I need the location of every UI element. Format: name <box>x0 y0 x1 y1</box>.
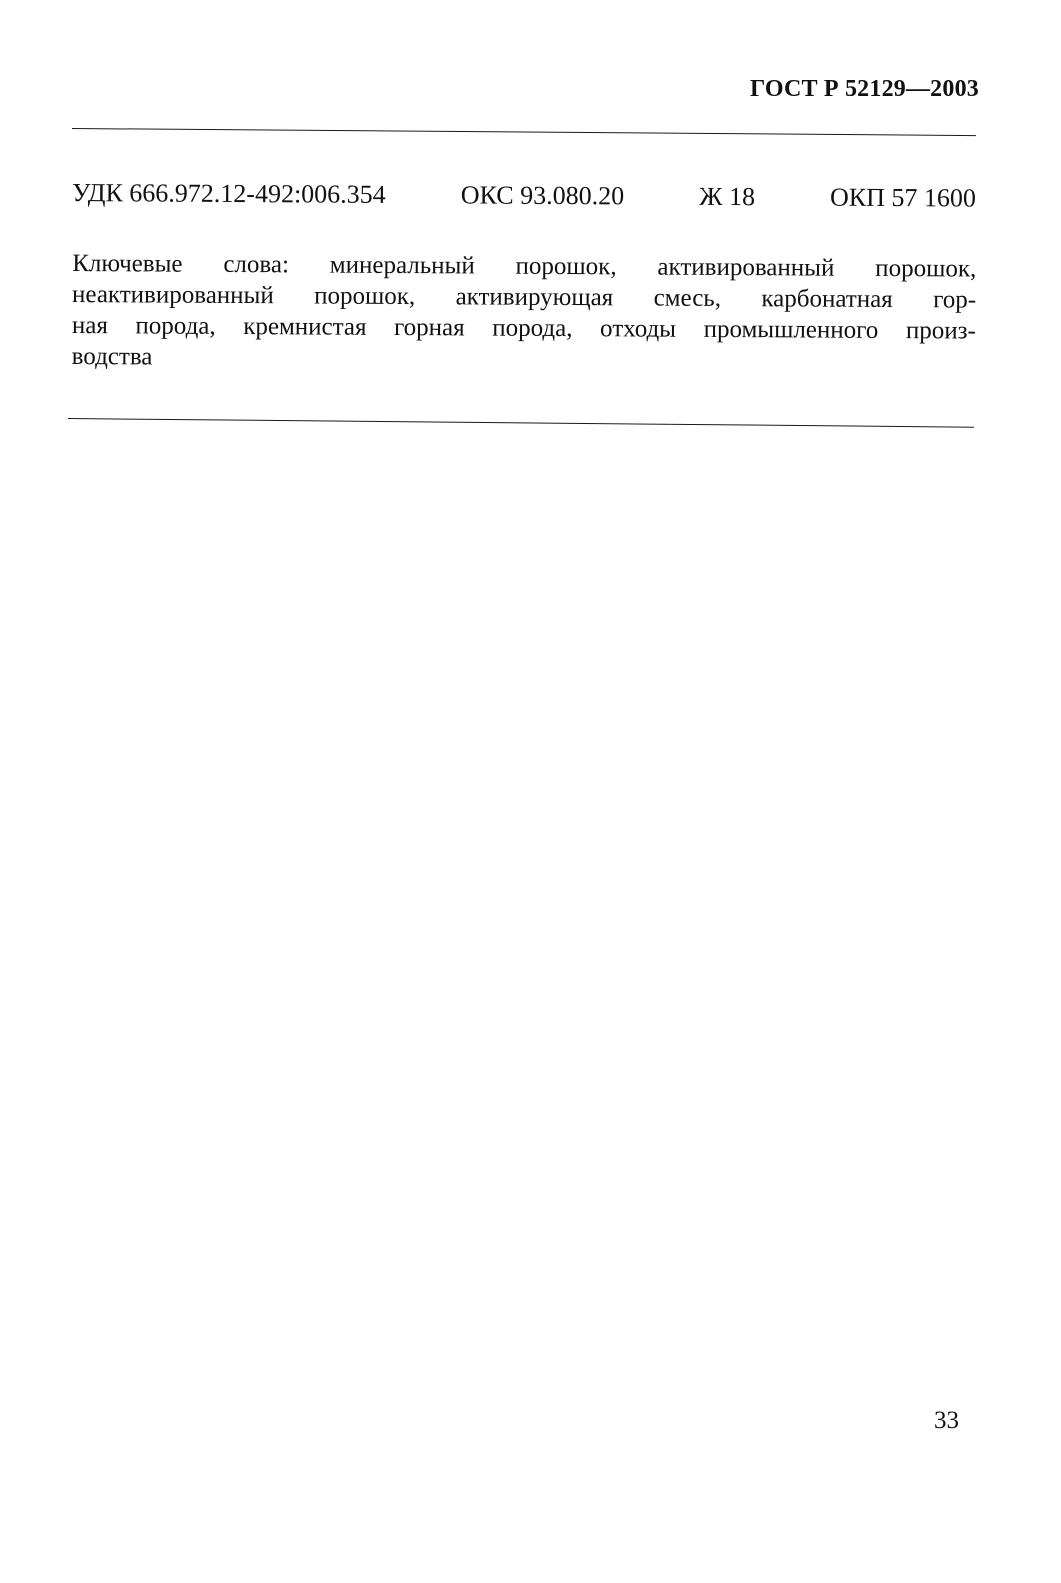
oks-code: ОКС 93.080.20 <box>460 180 625 211</box>
okp-code: ОКП 57 1600 <box>829 182 977 213</box>
udk-code: УДК 666.972.12-492:006.354 <box>71 178 386 209</box>
classifier-codes <box>72 178 976 214</box>
bottom-divider <box>68 418 974 428</box>
standard-code: ГОСТ Р 52129—2003 <box>749 76 979 102</box>
keywords-line: водства <box>71 342 153 371</box>
zh-code: Ж 18 <box>699 181 756 212</box>
keywords-line: ная порода, кремнистая горная порода, отходы промышленного произ- <box>71 311 976 345</box>
keywords-line: неактивированный порошок, активирующая смесь, карбонатная гор- <box>72 281 977 314</box>
keywords-paragraph <box>72 248 977 378</box>
top-divider <box>72 128 976 136</box>
keywords-line: Ключевые слова: минеральный порошок, активированный порошок, <box>72 250 977 283</box>
page-number: 33 <box>934 1407 959 1434</box>
